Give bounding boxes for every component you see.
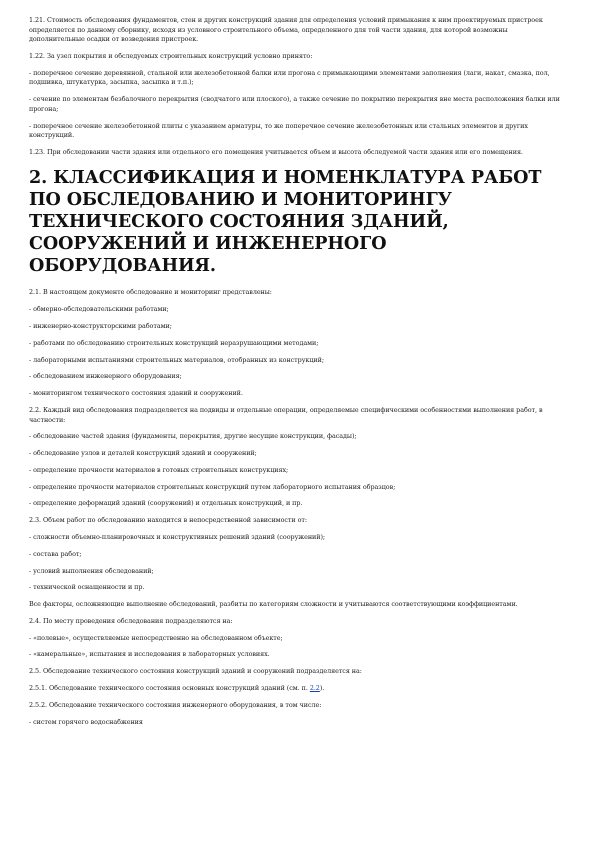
list-item: - обследование частей здания (фундаменты, перекрытия, другие несущие конструкции, фасады); (29, 432, 357, 441)
list-item: - условий выполнения обследований; (29, 566, 154, 575)
list-item: - поперечное сечение железобетонной плиты с указанием арматуры, то же поперечное сечение железобетонных или стальных элементов и других конструкций. (29, 121, 528, 140)
list-item: - «камеральные», испытания и исследования в лабораторных условиях. (29, 650, 270, 659)
paragraph-1-21: 1.21. Стоимость обследования фундаментов, стен и других конструкций здания для определения условий примыкания к ним проектируемых пристроек определяется по данному сборнику, исходя из условного строительного объема, определенного для той части здания, для которой возможны дополнительные осадки от возведения пристроек. (29, 16, 543, 44)
list-item: - обследованием инженерного оборудования; (29, 372, 182, 381)
paragraph-2-5-1-text: 2.5.1. Обследование технического состояния основных конструкций зданий (см. п. (29, 684, 310, 693)
paragraph-2-3: 2.3. Объем работ по обследованию находится в непосредственной зависимости от: (29, 516, 307, 525)
list-item: - инженерно-конструкторскими работами; (29, 322, 172, 331)
paragraph-factors: Все факторы, осложняющие выполнение обследований, разбиты по категориям сложности и учитываются соответствующими коэффициентами. (29, 600, 518, 609)
list-item: - обследование узлов и деталей конструкций зданий и сооружений; (29, 449, 257, 458)
list-item: - лабораторными испытаниями строительных материалов, отобранных из конструкций; (29, 355, 324, 364)
list-item: - обмерно-обследовательскими работами; (29, 305, 169, 314)
list-item: - работами по обследованию строительных конструкций неразрушающими методами; (29, 338, 319, 347)
list-item: - поперечное сечение деревянной, стальной или железобетонной балки или прогона с примыкающими элементами заполнения (лаги, накат, смазка, пол, подшивка, штукатурка, засыпка, засыпка и т.п.); (29, 68, 550, 87)
paragraph-2-5-1-end: ). (319, 684, 325, 693)
paragraph-2-1: 2.1. В настоящем документе обследование и мониторинг представлены: (29, 288, 272, 297)
list-item: - технической оснащенности и пр. (29, 583, 145, 592)
paragraph-1-23: 1.23. При обследовании части здания или отдельного его помещения учитывается объем и высота обследуемой части здания или его помещения. (29, 147, 523, 156)
list-item: - состава работ; (29, 549, 82, 558)
list-item: - определение деформаций зданий (сооружений) и отдельных конструкций, и пр. (29, 499, 303, 508)
list-item: - определение прочности материалов в готовых строительных конструкциях; (29, 465, 289, 474)
list-item: - систем горячего водоснабжения (29, 717, 143, 726)
paragraph-2-5-1 (29, 684, 565, 694)
paragraph-2-5-2: 2.5.2. Обследование технического состояния инженерного оборудования, в том числе: (29, 700, 322, 709)
paragraph-2-4: 2.4. По месту проведения обследования подразделяются на: (29, 616, 233, 625)
paragraph-2-2: 2.2. Каждый вид обследования подразделяется на подвиды и отдельные операции, определяемые специфическими особенностями выполнения работ, в частности: (29, 405, 543, 424)
section-2-2-link[interactable]: 2.2 (309, 684, 320, 693)
paragraph-2-5: 2.5. Обследование технического состояния конструкций зданий и сооружений подразделяется на: (29, 667, 362, 676)
section-title: 2. КЛАССИФИКАЦИЯ И НОМЕНКЛАТУРА РАБОТ ПО ОБСЛЕДОВАНИЮ И МОНИТОРИНГУ ТЕХНИЧЕСКОГО СОСТОЯНИЯ ЗДАНИЙ, СООРУЖЕНИЙ И ИНЖЕНЕРНОГО ОБОРУДОВАНИЯ. (29, 167, 542, 276)
list-item: - определение прочности материалов строительных конструкций путем лабораторного испытания образцов; (29, 482, 396, 491)
paragraph-1-22: 1.22. За узел покрытия и обследуемых строительных конструкций условно принято: (29, 51, 313, 60)
list-item: - сечение по элементам безбалочного перекрытия (сводчатого или плоского), а также сечение по покрытию перекрытия вне места расположения балки или прогона; (29, 95, 560, 113)
list-item: - «полевые», осуществляемые непосредственно на обследованном объекте; (29, 633, 283, 642)
list-item: - мониторингом технического состояния зданий и сооружений. (29, 389, 243, 398)
list-item: - сложности объемно-планировочных и конструктивных решений зданий (сооружений); (29, 532, 326, 541)
